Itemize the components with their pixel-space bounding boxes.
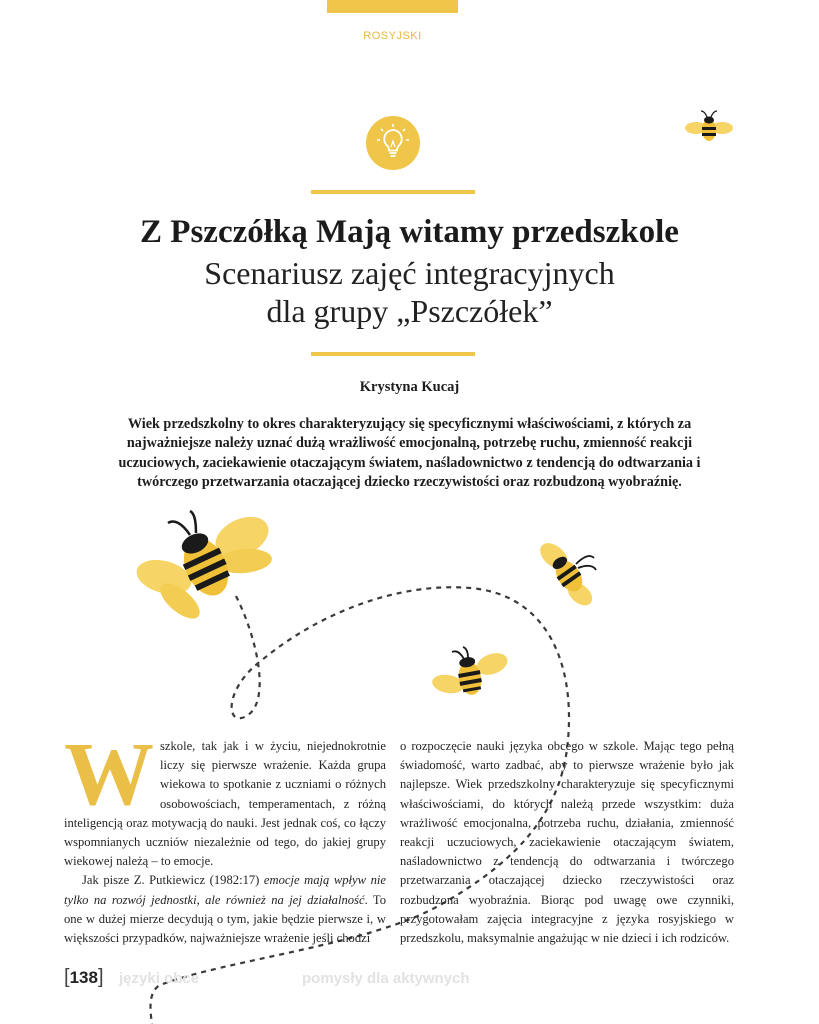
bracket-close: ] <box>97 966 104 988</box>
article-lead: Wiek przedszkolny to okres charakteryzujący się specyficznymi właściwościami, z których za najważniejsze należy uznać dużą wrażliwość emocjonalną, potrzebę ruchu, zmienność reakcji uczuciowych, zaciekawienie otaczającym światem, naśladownictwo z tendencją do odtwarzania i twórczego przetwarzania otaczającej dziecko rzeczywistości oraz rozbudzoną wyobraźnię. <box>118 416 701 491</box>
subtitle-line-1: Scenariusz zajęć integracyjnych <box>204 255 615 291</box>
article-author: Krystyna Kucaj <box>359 379 460 395</box>
page-number <box>64 966 104 989</box>
article-title: Z Pszczółką Mają witamy przedszkole <box>140 214 679 250</box>
body-paragraph-1 <box>64 725 386 871</box>
section-tag: ROSYJSKI <box>363 30 422 42</box>
bee-large <box>134 505 276 623</box>
magazine-name: języki obce <box>119 970 200 987</box>
body-column-left <box>64 725 386 948</box>
body-paragraph-2 <box>64 871 386 948</box>
magazine-tagline: pomysły dla aktywnych <box>302 970 470 987</box>
bee-small-top <box>684 108 734 144</box>
drop-cap: W <box>64 725 154 824</box>
bee-center <box>430 646 510 702</box>
bee-right <box>532 538 602 610</box>
body-paragraph-2-start: Jak pisze Z. Putkiewicz (1982:17) <box>82 873 264 888</box>
quote-emphasis: emocje mają wpływ nie tylko na rozwój jednostki, ale również na jej działalność <box>64 873 386 907</box>
body-paragraph-3: o rozpoczęcie nauki języka obcego w szkole. Mając tego pełną świadomość, warto zadbać, aby to pierwsze wrażenie było jak najlepsze. Wiek przedszkolny charakteryzuje się specyficznymi właściwościami, do których należą przede wszystkim: duża wrażliwość emocjonalna, potrzeba ruchu, działania, zmienność reakcji uczuciowych, zaciekawienie otaczającym światem, naśladownictwo z tendencją do odtwarzania i twórczego przetwarzania otaczającej dziecko rzeczywistości oraz rozbudzona wyobraźnia. Biorąc pod uwagę owe czynniki, przygotowałam zajęcia integracyjne z języka rosyjskiego w przedszkolu, maksymalnie angażując w nie dzieci i ich rodziców. <box>400 739 734 946</box>
body-paragraph-1-text: szkole, tak jak i w życiu, niejednokrotnie liczy się pierwsze wrażenie. Każda grupa wiekowa to spotkanie z uczniami o różnych osobowościach, temperamentach, z różną inteligencją oraz motywacją do nauki. Jest jednak coś, co łączy wspomnianych uczniów niezależnie od tego, do jakiej grupy wiekowej należą – to emocje. <box>64 739 386 869</box>
subtitle-line-2: dla grupy „Pszczółek” <box>266 293 553 329</box>
body-column-right <box>400 737 734 948</box>
page-number-value: 138 <box>69 968 98 987</box>
body-paragraph-2-end: . To one w dużej mierze decydują o tym, jakie będzie pierwsze i, w większości przypadków, najważniejsze wrażenie jeśli chodzi <box>64 892 386 946</box>
bracket-open: [ <box>64 966 70 988</box>
